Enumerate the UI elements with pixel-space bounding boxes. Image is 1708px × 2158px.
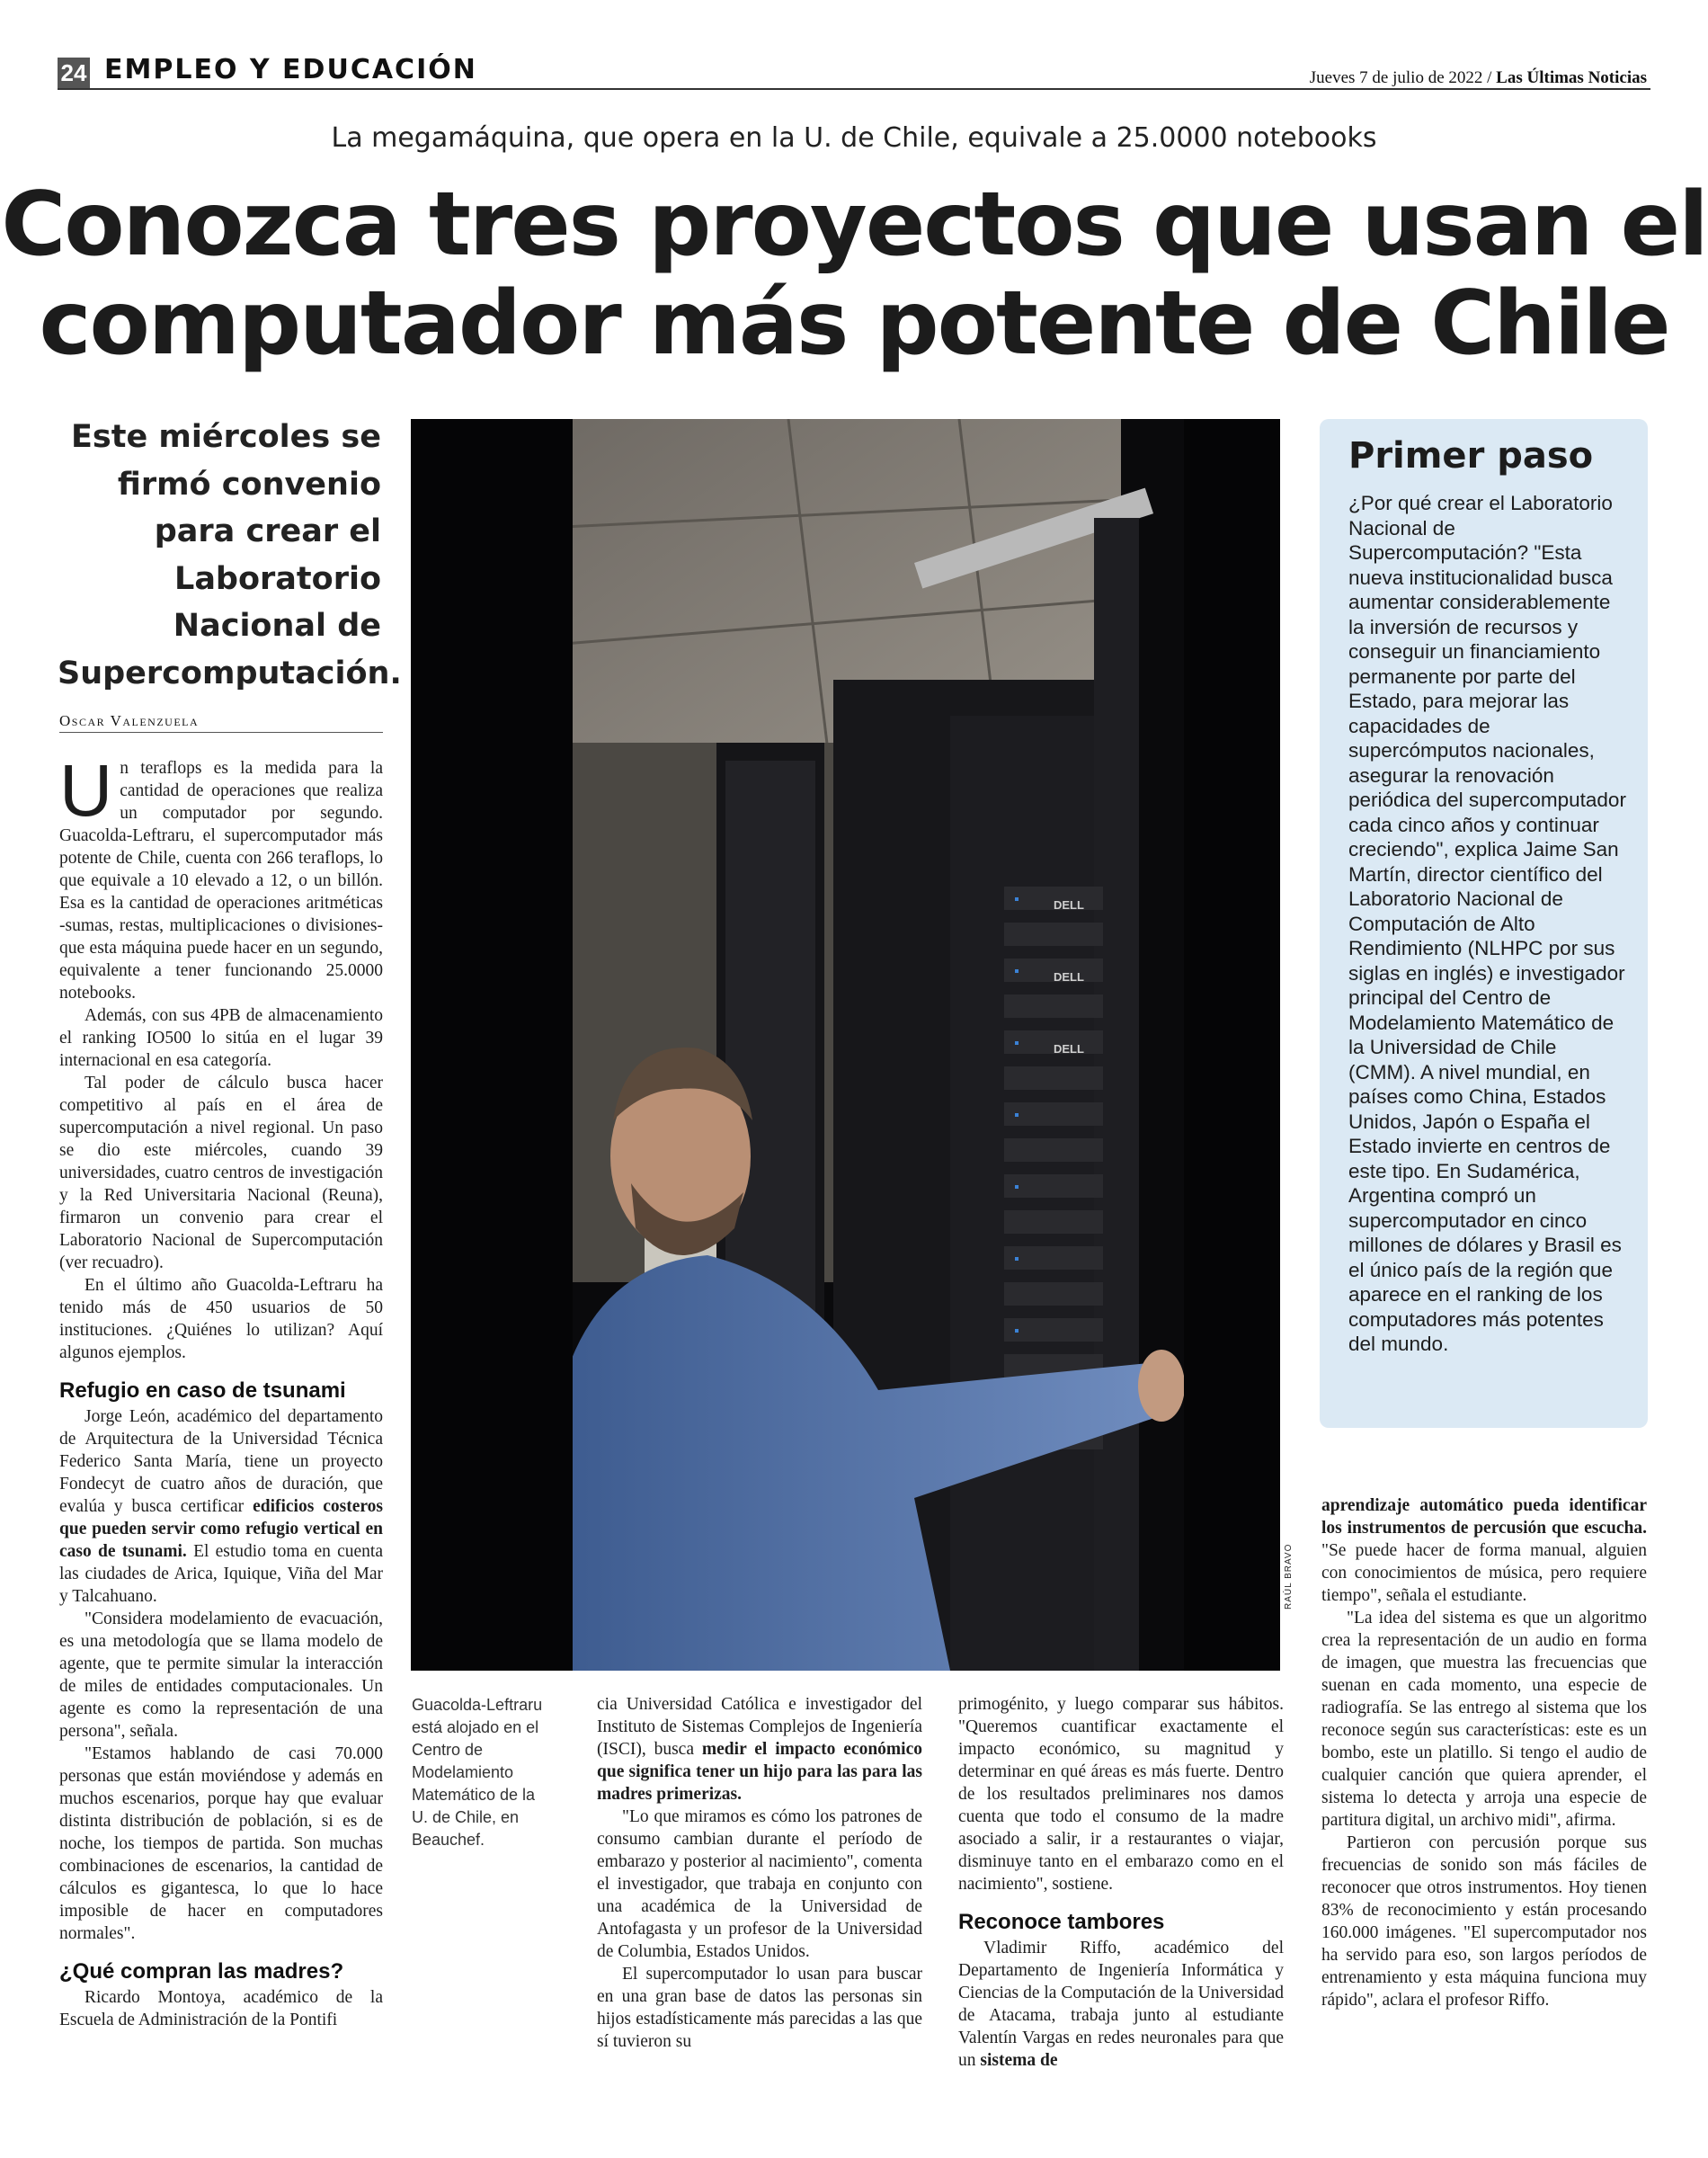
r1-text: Vladimir Riffo, académico del Departamento de Ingeniería Informática y Ciencias de la Computación de la Universidad de Atacama, trabaja junto al estudiante Valentín Vargas en redes neuronales para que un (958, 1939, 1284, 2070)
madres-paragraph-1b (597, 1693, 922, 1806)
photo-caption: Guacolda-Leftraru está alojado en el Centro de Modelamiento Matemático de la U. de Chile, en Beauchef. (412, 1696, 543, 1849)
body-column-1 (59, 750, 384, 2031)
sidebar-title: Primer paso (1348, 435, 1594, 477)
deck: Este miércoles se firmó convenio para crear el Laboratorio Nacional de Supercomputación. (58, 419, 402, 691)
tambores-paragraph-1 (958, 1937, 1284, 2072)
rack-brand-label-2: DELL (1054, 970, 1084, 984)
subhead-tsunami: Refugio en caso de tsunami (59, 1378, 346, 1403)
tambores-paragraph-3: Partieron con percusión porque sus frecuencias de sonido son más fáciles de reconocer que otros instrumentos. Hoy tienen 83% de reconocimiento y están procesando 160.000 imágenes. "El supercomputador nos ha servido para eso, son largos períodos de entrenamiento y esta máquina funciona muy rápido", aclara el profesor Riffo. (1321, 1833, 1647, 2010)
body-paragraph-4: En el último año Guacolda-Leftraru ha tenido más de 450 usuarios de 50 instituciones. ¿Quiénes lo utilizan? Aquí algunos ejemplos. (59, 1276, 383, 1362)
sidebar-box (1320, 419, 1648, 1428)
headline-line-1: Conozca tres proyectos que usan el (1, 174, 1707, 276)
subhead-tambores: Reconoce tambores (958, 1910, 1165, 1934)
rack-brand-label: DELL (1054, 898, 1084, 912)
tambores-paragraph-1-cont (1321, 1494, 1647, 1607)
date-text: Jueves 7 de julio de 2022 / (1309, 68, 1492, 87)
madres-paragraph-1a: Ricardo Montoya, académico de la Escuela de Administración de la Pontifi (59, 1988, 383, 2029)
section-title: EMPLEO Y EDUCACIÓN (104, 54, 477, 85)
t1-bold: edificios costeros que pueden servir como refugio vertical en caso de tsunami. (59, 1497, 384, 1561)
body-column-3 (958, 1693, 1284, 2072)
byline-author: Oscar Valenzuela (59, 712, 200, 729)
sidebar-text: ¿Por qué crear el Laboratorio Nacional de Supercomputación? "Esta nueva institucionalidad busca aumentar considerablemente la inversión de recursos y conseguir un financiamiento permanente por parte del Estado, para mejorar las capacidades de supercómputos nacionales, asegurar la renovación periódica del supercomputador cada cinco años y continuar creciendo", explica Jaime San Martín, director científico del Laboratorio Nacional de Computación de Alto Rendimiento (NLHPC por sus siglas en inglés) e investigador principal del Centro de Modelamiento Matemático de la Universidad de Chile (CMM). A nivel mundial, en países como China, Estados Unidos, Japón o España el Estado invierte en centros de este tipo. En Sudamérica, Argentina compró un supercomputador en cinco millones de dólares y Brasil es el único país de la región que aparece en el ranking de los computadores más potentes del mundo. (1348, 492, 1626, 1355)
madres-paragraph-3: El supercomputador lo usan para buscar en una gran base de datos las personas sin hijos estadísticamente más parecidas a las que sí tuvieron su (597, 1965, 922, 2051)
body-column-4 (1321, 1494, 1647, 2011)
server-room-photo (411, 419, 1280, 1671)
madres-paragraph-2: "Lo que miramos es cómo los patrones de consumo cambian durante el período de embarazo y posterior al nacimiento", comenta el investigador, que trabaja en conjunto con una académica de la Universidad de Antofagasta y un profesor de la Universidad de Columbia, Estados Unidos. (597, 1807, 922, 1961)
tambores-paragraph-2: "La idea del sistema es que un algoritmo crea la representación de un audio en forma de imagen, que muestra las frecuencias que suenan en cada momento, una especie de radiografía. Se las entrego al sistema que los reconoce según sus características: este es un bombo, este un platillo. Si tengo el audio de cualquier canción que quiera aprender, el sistema lo detecta y arroja una especie de partitura digital, un archivo midi", afirma. (1321, 1609, 1647, 1830)
t1-pre: Jorge León, académico del departamento de Arquitectura de la Universidad Técnica Federico Santa María, tiene un proyecto Fondecyt de cuatro años de duración, que evalúa y busca certificar (59, 1407, 383, 1516)
t1-post: El estudio toma en cuenta las ciudades de Arica, Iquique, Viña del Mar y Talcahuano. (59, 1542, 383, 1606)
tsunami-paragraph-3: "Estamos hablando de casi 70.000 personas que están moviéndose y además en muchos escenarios, porque hay que evaluar distinta distribución de población, si es de noche, los tiempos de partida. Son muchas combinaciones de escenarios, la cantidad de cálculos es gigantesca, lo que lo hace imposible de hacer en computadores normales". (59, 1744, 383, 1943)
newspaper-name: Las Últimas Noticias (1496, 68, 1647, 87)
body-paragraph-3: Tal poder de cálculo busca hacer competitivo al país en el área de supercomputación a nivel regional. Un paso se dio este miércoles, cuando 39 universidades, cuatro centros de investigación y la Red Universitaria Nacional (Reuna), firmaron un convenio para crear el Laboratorio Nacional de Supercomputación (ver recuadro). (59, 1074, 383, 1272)
byline (59, 712, 383, 733)
drop-cap: U (59, 750, 113, 832)
photo-credit: RAÚL BRAVO (1284, 1543, 1294, 1610)
subhead-madres: ¿Qué compran las madres? (59, 1959, 344, 1984)
tsunami-paragraph-1 (59, 1405, 383, 1608)
headline-line-2: computador más potente de Chile (39, 272, 1669, 375)
r1-cont: "Se puede hacer de forma manual, alguien con conocimientos de música, pero requiere tiempo", señala el estudiante. (1321, 1541, 1647, 1605)
photo-illustration (411, 419, 1280, 1671)
body-paragraph-2: Además, con sus 4PB de almacenamiento el ranking IO500 lo sitúa en el lugar 39 internacional en esa categoría. (59, 1006, 383, 1070)
headline (0, 176, 1708, 374)
tsunami-paragraph-2: "Considera modelamiento de evacuación, es una metodología que se llama modelo de agente, que te permite simular la interacción de miles de entidades computacionales. Un agente es como la representación de una persona", señala. (59, 1610, 383, 1741)
body-column-2 (597, 1693, 922, 2053)
m1-b: cia Universidad Católica e investigador del Instituto de Sistemas Complejos de Ingeniería (ISCI), busca (597, 1695, 922, 1759)
rack-brand-label-3: DELL (1054, 1042, 1084, 1056)
p1-text: n teraflops es la medida para la cantidad de operaciones que realiza un computador por segundo. Guacolda-Leftraru, el supercomputador más potente de Chile, cuenta con 266 teraflops, lo que equivale a 10 elevado a 12, o un billón. Esa es la cantidad de operaciones aritméticas -sumas, restas, multiplicaciones o divisiones- que esta máquina puede hacer en un segundo, equivalente a tener funcionando 25.0000 notebooks. (59, 759, 383, 1003)
r1-bold: sistema de (980, 2051, 1058, 2070)
page-number: 24 (58, 58, 90, 88)
subheadline: La megamáquina, que opera en la U. de Chile, equivale a 25.0000 notebooks (331, 122, 1377, 154)
header-rule (58, 88, 1650, 90)
madres-paragraph-3-cont: primogénito, y luego comparar sus hábitos. "Queremos cuantificar exactamente el impacto económico, su magnitud y determinar en qué áreas es más fuerte. Dentro de los resultados preliminares nos damos cuenta que todo el consumo de la madre asociado a salir, ir a restaurantes o viajar, disminuye tanto en el embarazo como en el nacimiento", sostiene. (958, 1695, 1284, 1894)
r1-cont-bold: aprendizaje automático pueda identificar los instrumentos de percusión que escucha. (1321, 1496, 1647, 1538)
m1-bold: medir el impacto económico que significa tener un hijo para las para las madres primerizas. (597, 1740, 923, 1804)
issue-date (1310, 68, 1647, 88)
body-paragraph-1 (59, 750, 383, 1004)
